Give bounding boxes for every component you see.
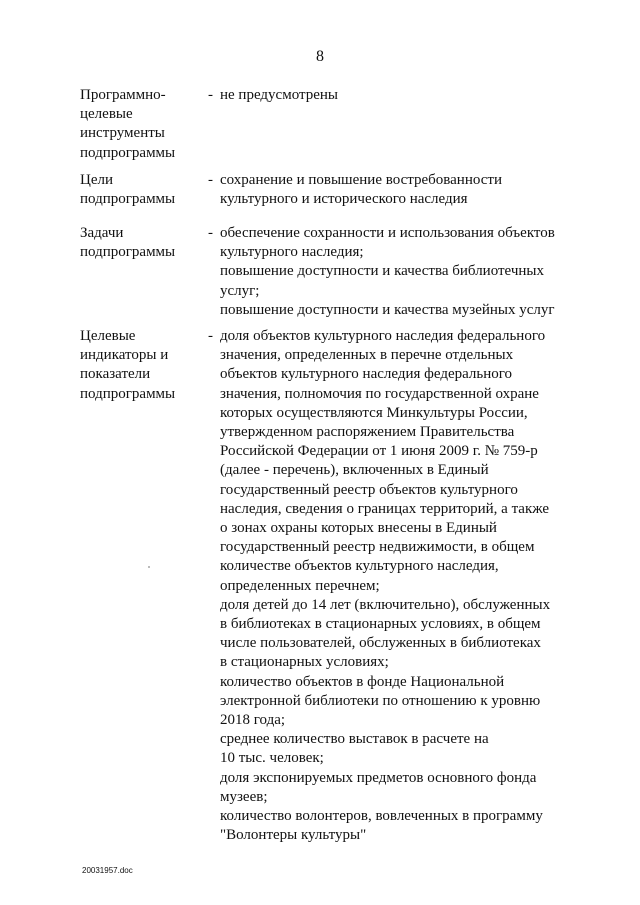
label-line: показатели bbox=[80, 366, 151, 383]
label-line: инструменты bbox=[80, 125, 165, 142]
dash-marker: - bbox=[208, 172, 213, 188]
value-line: числе пользователей, обслуженных в библиотеках bbox=[220, 635, 541, 652]
label-line: подпрограммы bbox=[80, 244, 176, 261]
section-value bbox=[220, 327, 565, 845]
value-line: значения, полномочия по государственной охране bbox=[220, 385, 539, 402]
value-line: не предусмотрены bbox=[220, 87, 339, 103]
section-label bbox=[80, 86, 200, 163]
label-line: Задачи bbox=[80, 225, 124, 241]
file-name-footer: 20031957.doc bbox=[82, 866, 133, 875]
scan-speck bbox=[148, 566, 150, 568]
value-line: доля объектов культурного наследия федерального bbox=[220, 328, 546, 344]
value-line: наследия, сведения о границах территорий, а также bbox=[220, 500, 550, 517]
label-line: подпрограммы bbox=[80, 144, 176, 161]
value-line: сохранение и повышение востребованности bbox=[220, 172, 502, 188]
value-line: о зонах охраны которых внесены в Единый bbox=[220, 520, 497, 537]
value-line: электронной библиотеки по отношению к уровню bbox=[220, 692, 541, 709]
label-line: подпрограммы bbox=[80, 385, 176, 402]
section-label bbox=[80, 327, 200, 404]
value-line: государственный реестр объектов культурного bbox=[220, 481, 518, 498]
value-line: доля экспонируемых предметов основного фонда bbox=[220, 769, 537, 786]
value-line: "Волонтеры культуры" bbox=[220, 827, 367, 844]
value-line: государственный реестр недвижимости, в общем bbox=[220, 539, 535, 556]
dash-marker: - bbox=[208, 328, 213, 344]
value-line: (далее - перечень), включенных в Единый bbox=[220, 462, 489, 479]
value-line: значения, определенных в перечне отдельных bbox=[220, 347, 514, 364]
page-number: 8 bbox=[316, 48, 324, 65]
label-line: подпрограммы bbox=[80, 191, 176, 208]
section-value bbox=[220, 171, 565, 209]
label-line: Целевые bbox=[80, 328, 136, 344]
value-line: Российской Федерации от 1 июня 2009 г. № 759-р bbox=[220, 443, 538, 460]
label-line: Цели bbox=[80, 172, 114, 188]
value-line: культурного и исторического наследия bbox=[220, 191, 468, 208]
value-line: в стационарных условиях; bbox=[220, 654, 389, 671]
value-line: утвержденном распоряжением Правительства bbox=[220, 424, 515, 441]
value-line: культурного наследия; bbox=[220, 244, 364, 261]
value-line: музеев; bbox=[220, 788, 268, 805]
value-line: доля детей до 14 лет (включительно), обслуженных bbox=[220, 596, 551, 613]
label-line: целевые bbox=[80, 106, 133, 123]
dash-marker: - bbox=[208, 87, 213, 103]
label-line: Программно- bbox=[80, 87, 166, 103]
value-line: 10 тыс. человек; bbox=[220, 750, 324, 767]
value-line: объектов культурного наследия федерального bbox=[220, 366, 513, 383]
value-line: определенных перечнем; bbox=[220, 577, 380, 594]
value-line: количестве объектов культурного наследия, bbox=[220, 558, 499, 575]
value-line: повышение доступности и качества музейных услуг bbox=[220, 301, 555, 318]
label-line: индикаторы и bbox=[80, 347, 169, 364]
value-line: 2018 года; bbox=[220, 712, 286, 729]
value-line: количество объектов в фонде Национальной bbox=[220, 673, 505, 690]
section-value bbox=[220, 86, 565, 105]
value-line: в библиотеках в стационарных условиях, в общем bbox=[220, 616, 541, 633]
section-label bbox=[80, 171, 200, 209]
value-line: которых осуществляются Минкультуры России, bbox=[220, 404, 528, 421]
value-line: повышение доступности и качества библиотечных bbox=[220, 263, 544, 280]
value-line: количество волонтеров, вовлеченных в программу bbox=[220, 808, 543, 825]
section-label bbox=[80, 224, 200, 262]
dash-marker: - bbox=[208, 225, 213, 241]
value-line: обеспечение сохранности и использования объектов bbox=[220, 225, 555, 241]
value-line: услуг; bbox=[220, 282, 260, 299]
section-value bbox=[220, 224, 565, 320]
value-line: среднее количество выставок в расчете на bbox=[220, 731, 489, 748]
